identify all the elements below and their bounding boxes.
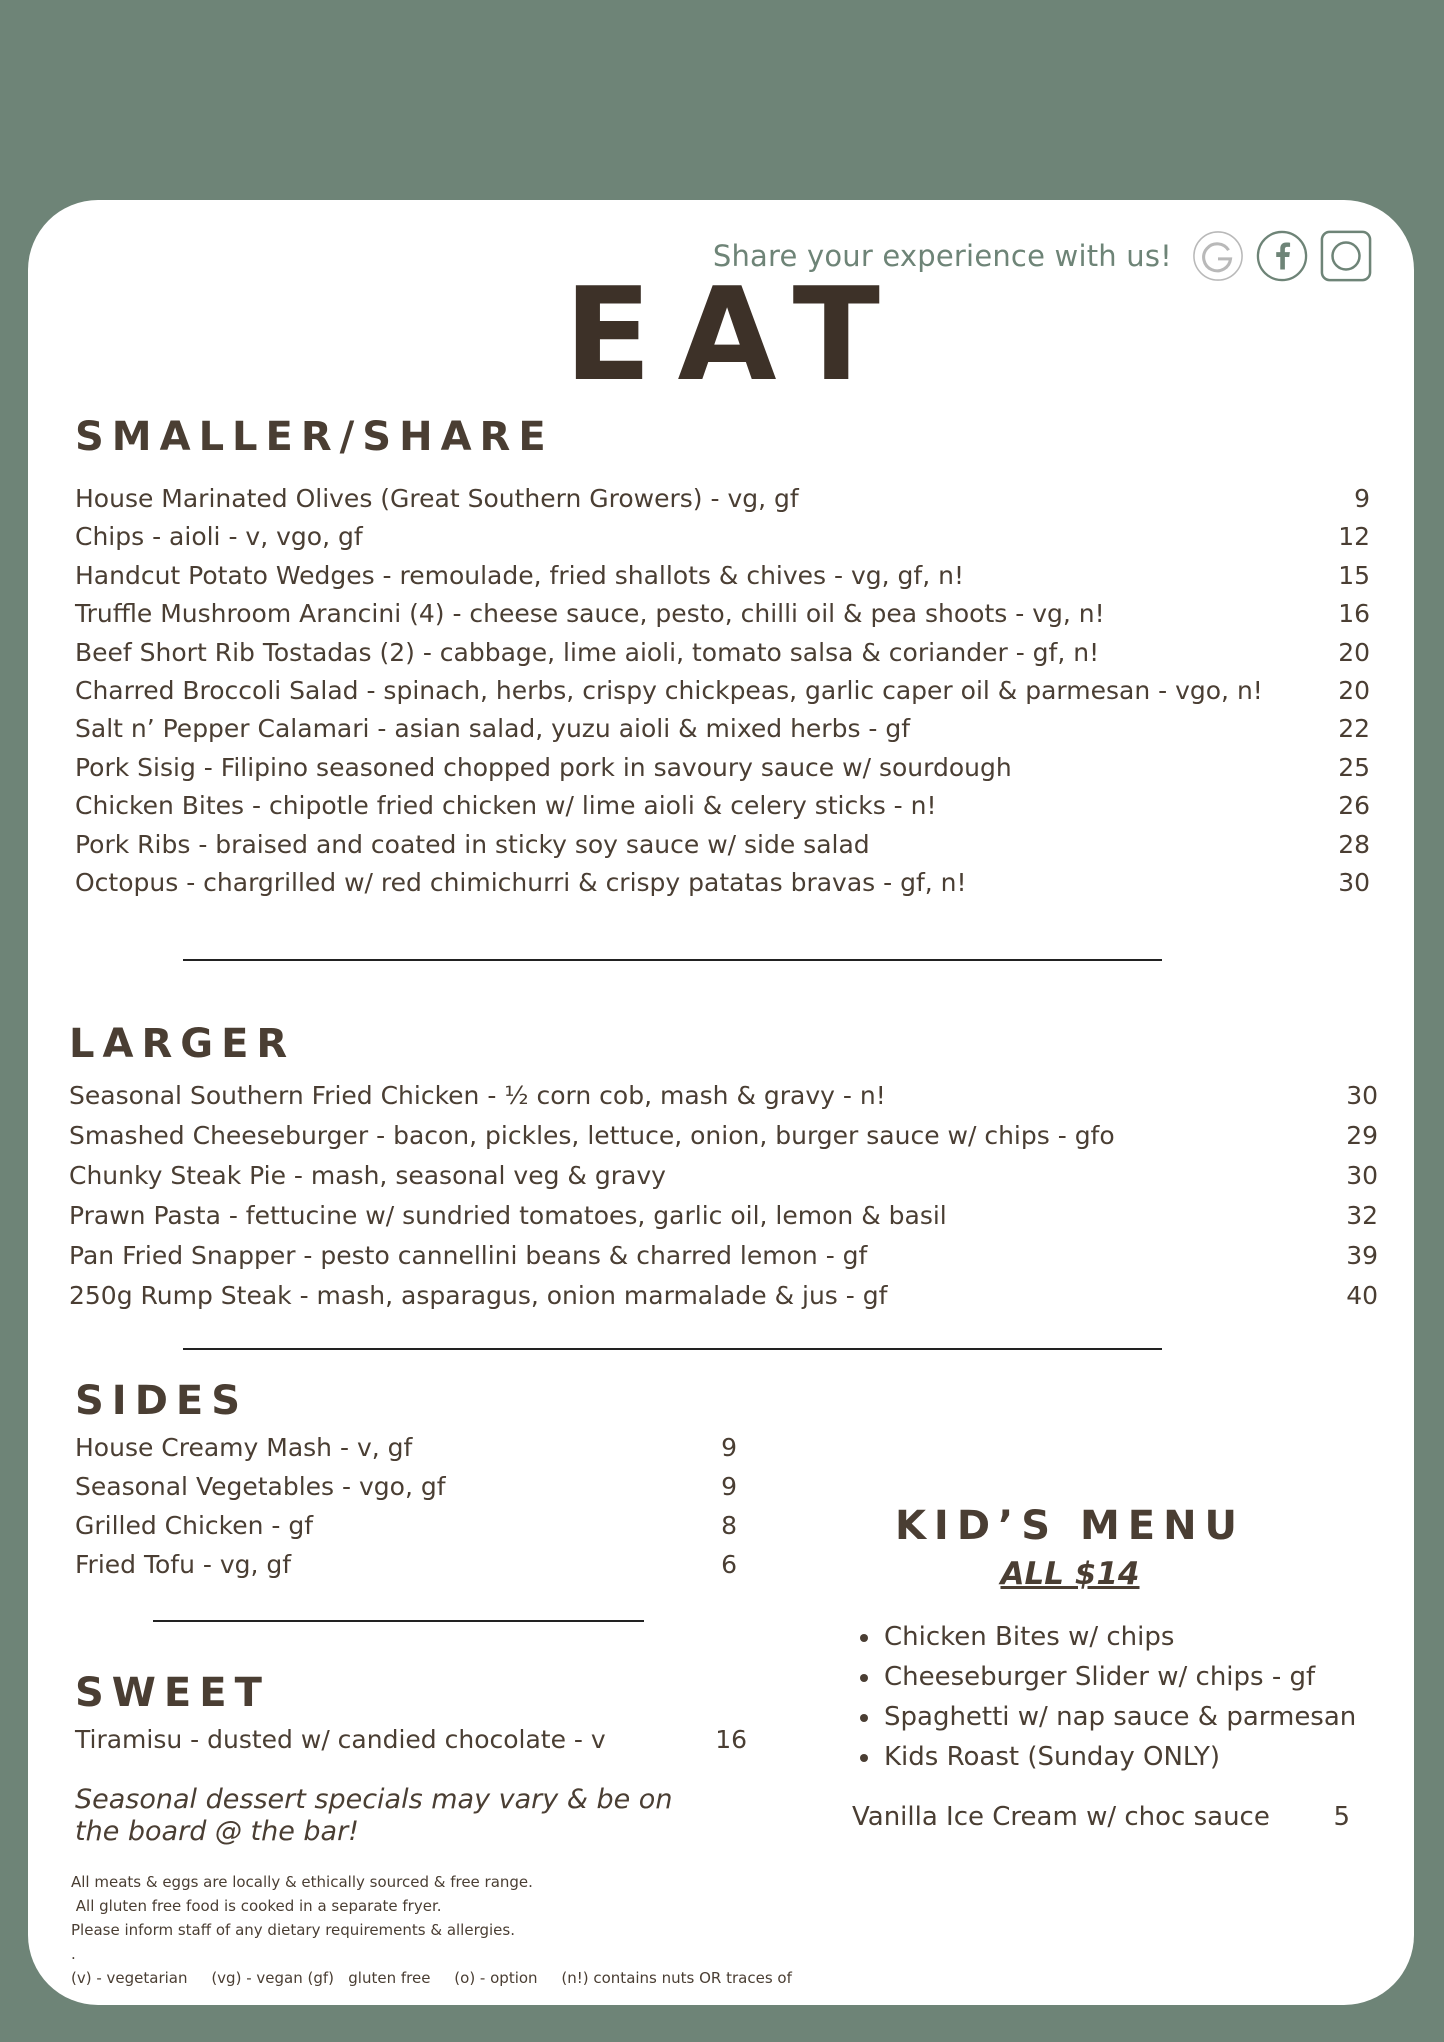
menu-item — [75, 595, 1370, 633]
menu-item-name: 250g Rump Steak - mash, asparagus, onion marmalade & jus - gf — [69, 1281, 888, 1310]
footer-line: . — [71, 1945, 76, 1963]
kids-list-item: Spaghetti w/ nap sauce & parmesan — [860, 1697, 1356, 1737]
menu-item-name: Grilled Chicken - gf — [75, 1511, 314, 1540]
section-heading-sweet: SWEET — [75, 1670, 270, 1716]
kids-menu-heading: KID’S MENU — [894, 1503, 1246, 1549]
kids-list-item: Chicken Bites w/ chips — [860, 1617, 1356, 1657]
menu-item — [75, 787, 1370, 825]
menu-item-price: 29 — [1346, 1121, 1378, 1150]
menu-item — [75, 864, 1370, 902]
menu-item — [75, 749, 1370, 787]
menu-item-price: 26 — [1338, 791, 1370, 821]
menu-item-price: 22 — [1338, 714, 1370, 744]
menu-item — [75, 672, 1370, 710]
menu-item — [75, 557, 1370, 595]
menu-item-price: 28 — [1338, 829, 1370, 859]
menu-item-price: 9 — [721, 1433, 737, 1462]
menu-item-price: 30 — [1346, 1161, 1378, 1190]
section-heading-larger: LARGER — [69, 1021, 296, 1067]
footer-notes — [71, 1870, 792, 1990]
divider — [183, 1348, 1162, 1350]
dessert-note: Seasonal dessert specials may vary & be on the board @ the bar! — [75, 1784, 673, 1847]
menu-item — [75, 634, 1370, 672]
kids-list-item: Kids Roast (Sunday ONLY) — [860, 1737, 1356, 1777]
menu-item — [75, 480, 1370, 518]
divider — [153, 1620, 644, 1622]
menu-item-price: 20 — [1338, 637, 1370, 667]
menu-item-price: 12 — [1338, 522, 1370, 552]
menu-item-name: Charred Broccoli Salad - spinach, herbs, crispy chickpeas, garlic caper oil & parmesan - vgo, n! — [75, 675, 1263, 705]
kids-extra-name: Vanilla Ice Cream w/ choc sauce — [852, 1802, 1270, 1832]
divider — [183, 959, 1162, 961]
menu-item-price: 20 — [1338, 675, 1370, 705]
menu-item — [75, 1467, 737, 1506]
menu-item-name: Pork Ribs - braised and coated in sticky soy sauce w/ side salad — [75, 829, 870, 859]
kids-extra-price: 5 — [1333, 1802, 1350, 1832]
menu-item-name: Octopus - chargrilled w/ red chimichurri & crispy patatas bravas - gf, n! — [75, 867, 967, 897]
menu-item-price: 6 — [721, 1550, 737, 1579]
sides-list — [75, 1428, 737, 1584]
menu-item-price: 40 — [1346, 1281, 1378, 1310]
menu-item-price: 25 — [1338, 752, 1370, 782]
menu-item-name: Pork Sisig - Filipino seasoned chopped pork in savoury sauce w/ sourdough — [75, 752, 1012, 782]
kids-list — [860, 1617, 1356, 1777]
menu-item-name: Pan Fried Snapper - pesto cannellini beans & charred lemon - gf — [69, 1241, 868, 1270]
menu-item — [75, 1545, 737, 1584]
menu-item-name: House Creamy Mash - v, gf — [75, 1433, 413, 1462]
menu-item-price: 16 — [715, 1725, 747, 1754]
menu-item-price: 30 — [1338, 867, 1370, 897]
menu-item-price: 9 — [721, 1472, 737, 1501]
menu-item-price: 8 — [721, 1511, 737, 1540]
menu-item — [69, 1196, 1378, 1236]
footer-line: All meats & eggs are locally & ethically sourced & free range. — [71, 1873, 533, 1891]
menu-item-name: House Marinated Olives (Great Southern Growers) - vg, gf — [75, 484, 799, 513]
menu-item-name: Truffle Mushroom Arancini (4) - cheese sauce, pesto, chilli oil & pea shoots - vg, n! — [75, 599, 1105, 629]
menu-item-name: Salt n’ Pepper Calamari - asian salad, yuzu aioli & mixed herbs - gf — [75, 714, 911, 744]
menu-item-price: 15 — [1338, 560, 1370, 590]
menu-item-price: 16 — [1338, 599, 1370, 629]
smaller-list — [75, 480, 1370, 902]
kids-list-item: Cheeseburger Slider w/ chips - gf — [860, 1657, 1356, 1697]
menu-item — [75, 1506, 737, 1545]
menu-item-name: Fried Tofu - vg, gf — [75, 1550, 292, 1579]
share-text: Share your experience with us! — [712, 239, 1172, 273]
section-heading-sides: SIDES — [75, 1378, 249, 1424]
menu-item-name: Prawn Pasta - fettucine w/ sundried tomatoes, garlic oil, lemon & basil — [69, 1201, 947, 1230]
menu-item-name: Chicken Bites - chipotle fried chicken w/ lime aioli & celery sticks - n! — [75, 791, 937, 821]
larger-list — [69, 1076, 1378, 1316]
menu-item-price: 32 — [1346, 1201, 1378, 1230]
menu-item-price: 39 — [1346, 1241, 1378, 1270]
page-title: EAT — [564, 261, 906, 410]
menu-item — [75, 518, 1370, 556]
menu-item — [69, 1116, 1378, 1156]
menu-item-name: Tiramisu - dusted w/ candied chocolate - v — [75, 1725, 606, 1754]
menu-item — [69, 1156, 1378, 1196]
menu-item-name: Chips - aioli - v, vgo, gf — [75, 522, 363, 552]
menu-item-price: 9 — [1354, 484, 1370, 513]
menu-item — [69, 1236, 1378, 1276]
menu-item-name: Seasonal Southern Fried Chicken - ½ corn cob, mash & gravy - n! — [69, 1081, 886, 1110]
menu-item-name: Handcut Potato Wedges - remoulade, fried shallots & chives - vg, gf, n! — [75, 560, 964, 590]
section-heading-smaller: SMALLER/SHARE — [75, 414, 554, 460]
menu-item — [75, 1428, 737, 1467]
menu-item — [75, 826, 1370, 864]
kids-extra-item — [852, 1802, 1350, 1832]
menu-item-name: Seasonal Vegetables - vgo, gf — [75, 1472, 446, 1501]
sweet-list — [75, 1720, 747, 1760]
menu-item-name: Chunky Steak Pie - mash, seasonal veg & gravy — [69, 1161, 666, 1190]
footer-line: All gluten free food is cooked in a separate fryer. — [71, 1897, 442, 1915]
kids-menu-price: ALL $14 — [1000, 1556, 1140, 1592]
menu-item-price: 30 — [1346, 1081, 1378, 1110]
dietary-legend: (v) - vegetarian (vg) - vegan (gf) gluten free (o) - option (n!) contains nuts OR traces of — [71, 1969, 792, 1987]
menu-item — [69, 1276, 1378, 1316]
menu-item — [75, 1720, 747, 1760]
menu-item-name: Smashed Cheeseburger - bacon, pickles, lettuce, onion, burger sauce w/ chips - gfo — [69, 1121, 1115, 1150]
footer-line: Please inform staff of any dietary requirements & allergies. — [71, 1921, 515, 1939]
menu-item — [69, 1076, 1378, 1116]
menu-item-name: Beef Short Rib Tostadas (2) - cabbage, lime aioli, tomato salsa & coriander - gf, n! — [75, 637, 1100, 667]
menu-item — [75, 710, 1370, 748]
